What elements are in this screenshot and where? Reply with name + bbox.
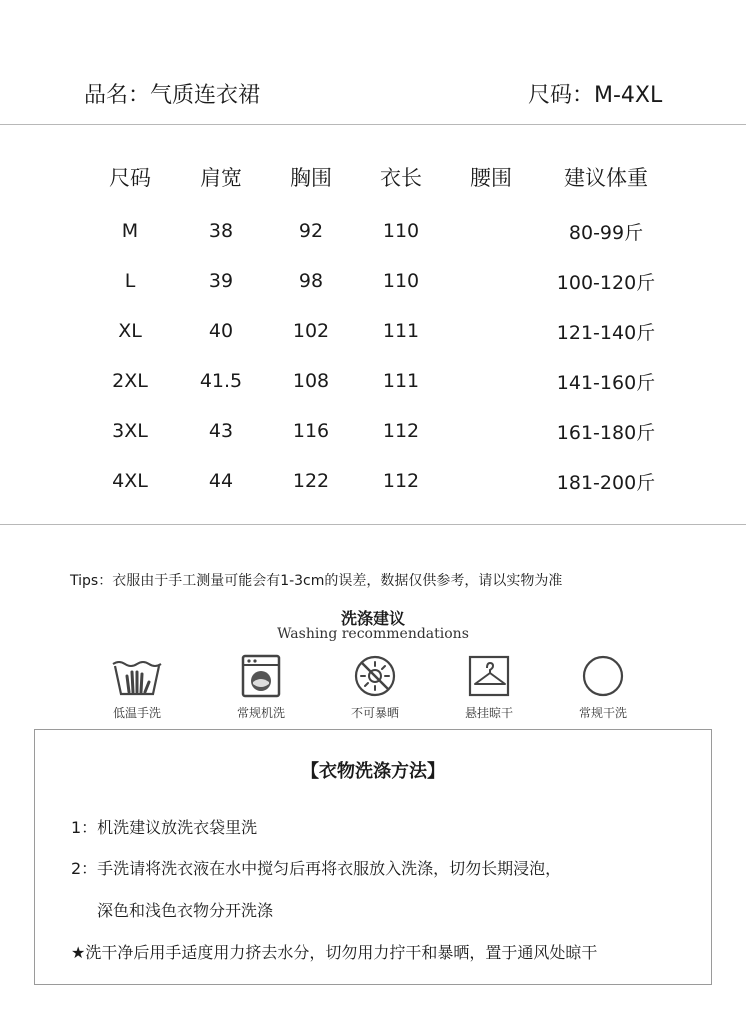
table-cell: 112 (382, 470, 420, 492)
method-line: 1：机洗建议放洗衣袋里洗 (71, 818, 258, 837)
table-cell: 100-120斤 (556, 271, 656, 294)
col-header: 建议体重 (564, 166, 648, 190)
wash-label: 常规机洗 (236, 706, 285, 720)
table-cell: 44 (208, 470, 234, 492)
table-cell: 112 (382, 420, 420, 442)
wash-item-nosun (330, 654, 420, 721)
machine-wash-icon (239, 654, 283, 698)
method-line: 深色和浅色衣物分开洗涤 (97, 901, 274, 920)
washing-method-box (34, 729, 712, 985)
washing-title: 洗涤建议 (340, 609, 405, 628)
dry-clean-icon (581, 654, 625, 698)
method-line: 2：手洗请将洗衣液在水中搅匀后再将衣服放入洗涤，切勿长期浸泡， (71, 859, 562, 878)
size-table (84, 148, 676, 506)
table-cell (446, 406, 536, 456)
col-header: 胸围 (290, 166, 332, 190)
table-cell: 39 (208, 270, 234, 292)
table-cell: 41.5 (199, 370, 243, 392)
table-cell: 80-99斤 (568, 221, 644, 244)
table-cell (446, 356, 536, 406)
tips-text: Tips：衣服由于手工测量可能会有1-3cm的误差，数据仅供参考，请以实物为准 (70, 573, 563, 589)
table-cell: 111 (382, 370, 420, 392)
table-row (84, 306, 676, 356)
table-row (84, 256, 676, 306)
wash-label: 常规干洗 (578, 706, 627, 720)
wash-label: 低温手洗 (112, 706, 161, 720)
table-cell: 38 (208, 220, 234, 242)
product-name: 品名：气质连衣裙 (84, 83, 261, 108)
size-range: 尺码：M-4XL (528, 83, 663, 108)
top-divider (0, 124, 746, 125)
table-row (84, 356, 676, 406)
wash-item-hand (92, 654, 182, 721)
table-cell: 121-140斤 (556, 321, 656, 344)
table-divider (0, 524, 746, 525)
table-cell: 92 (298, 220, 324, 242)
table-cell (446, 306, 536, 356)
method-box-title: 【衣物洗涤方法】 (301, 761, 445, 782)
table-cell: 43 (208, 420, 234, 442)
table-row (84, 456, 676, 506)
no-sun-icon (353, 654, 397, 698)
table-cell: 122 (292, 470, 330, 492)
col-header: 肩宽 (200, 166, 242, 190)
table-cell: 141-160斤 (556, 371, 656, 394)
wash-item-dryclean (558, 654, 648, 721)
table-cell: 98 (298, 270, 324, 292)
table-cell (446, 206, 536, 256)
hand-wash-icon (109, 654, 165, 698)
wash-item-hang (444, 654, 534, 721)
table-cell: 116 (292, 420, 330, 442)
table-cell: 3XL (112, 420, 148, 442)
table-cell: 181-200斤 (556, 471, 656, 494)
hang-dry-icon (467, 654, 511, 698)
method-line: ★洗干净后用手适度用力挤去水分，切勿用力拧干和暴晒，置于通风处晾干 (71, 943, 598, 962)
table-cell: 2XL (112, 370, 148, 392)
washing-subtitle: Washing recommendations (277, 626, 469, 642)
table-cell: M (121, 220, 139, 242)
table-cell: 161-180斤 (556, 421, 656, 444)
table-cell: 110 (382, 270, 420, 292)
table-cell: 102 (292, 320, 330, 342)
table-cell: XL (118, 320, 142, 342)
wash-item-machine (216, 654, 306, 721)
table-cell (446, 456, 536, 506)
table-cell: L (124, 270, 136, 292)
table-cell: 4XL (112, 470, 148, 492)
table-cell: 110 (382, 220, 420, 242)
table-cell: 108 (292, 370, 330, 392)
table-cell: 111 (382, 320, 420, 342)
table-row (84, 206, 676, 256)
table-cell: 40 (208, 320, 234, 342)
size-table-header (84, 148, 676, 206)
table-row (84, 406, 676, 456)
col-header: 尺码 (109, 166, 151, 190)
col-header: 衣长 (380, 166, 422, 190)
wash-label: 悬挂晾干 (464, 706, 513, 720)
wash-label: 不可暴晒 (350, 706, 399, 720)
col-header: 腰围 (470, 166, 512, 190)
table-cell (446, 256, 536, 306)
